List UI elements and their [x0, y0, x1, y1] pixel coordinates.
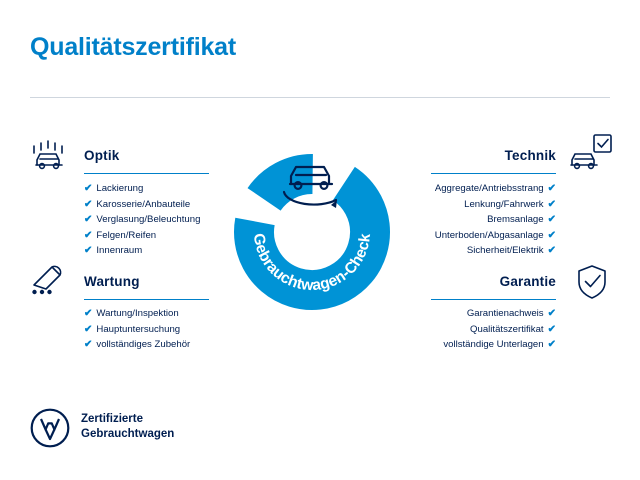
check-icon: ✔ [547, 323, 556, 335]
badge-360-check [232, 152, 392, 312]
list-item [84, 212, 244, 228]
section-divider-wartung [84, 299, 209, 300]
list-item-label: Karosserie/Anbauteile [96, 198, 191, 210]
check-icon: ✔ [84, 245, 93, 257]
list-item-label: Unterboden/Abgasanlage [434, 229, 544, 241]
page-title: Qualitätszertifikat [30, 33, 236, 61]
check-icon: ✔ [84, 308, 93, 319]
list-item [84, 181, 244, 197]
check-icon: ✔ [547, 214, 556, 226]
shield-check-icon [572, 262, 612, 302]
footer-brand-text [81, 412, 174, 442]
list-item [84, 306, 254, 322]
check-icon: ✔ [84, 214, 93, 226]
list-item [356, 337, 556, 353]
check-icon: ✔ [547, 229, 556, 241]
section-heading-wartung: Wartung [84, 274, 140, 289]
check-icon: ✔ [84, 229, 93, 241]
list-item-label: Hauptuntersuchung [96, 323, 181, 335]
check-icon: ✔ [84, 183, 93, 194]
section-list-garantie [356, 306, 556, 353]
list-item-label: Qualitätszertifikat [470, 323, 544, 335]
check-icon: ✔ [547, 308, 556, 319]
list-item [84, 197, 244, 213]
list-item-label: Verglasung/Beleuchtung [96, 214, 201, 226]
footer-line-1: Zertifizierte [81, 413, 143, 425]
section-divider-optik [84, 173, 209, 174]
list-item [84, 337, 254, 353]
check-icon: ✔ [547, 339, 556, 351]
list-item [84, 322, 254, 338]
list-item-label: Felgen/Reifen [96, 229, 157, 241]
section-divider-technik [431, 173, 556, 174]
list-item-label: Sicherheit/Elektrik [466, 245, 544, 257]
list-item [84, 243, 244, 259]
vw-logo-icon [30, 408, 70, 448]
list-item-label: Aggregate/Antriebsstrang [434, 183, 544, 194]
section-divider-garantie [431, 299, 556, 300]
footer-line-2: Gebrauchtwagen [81, 428, 175, 440]
check-icon: ✔ [84, 198, 93, 210]
car-checklist-icon [568, 133, 614, 171]
list-item [356, 322, 556, 338]
title-divider [30, 97, 610, 98]
list-item-label: Innenraum [96, 245, 143, 257]
check-icon: ✔ [547, 198, 556, 210]
list-item-label: Lackierung [96, 183, 144, 194]
section-heading-technik: Technik [504, 148, 556, 163]
check-icon: ✔ [547, 245, 556, 257]
badge-arc-text: Gebrauchtwagen-Check [249, 232, 375, 295]
check-icon: ✔ [84, 323, 93, 335]
badge-degrees: 360° [278, 210, 346, 245]
list-item [84, 228, 244, 244]
section-heading-optik: Optik [84, 148, 120, 163]
section-list-optik [84, 181, 244, 259]
list-item-label: Garantienachweis [466, 308, 544, 319]
section-heading-garantie: Garantie [499, 274, 556, 289]
list-item-label: Wartung/Inspektion [96, 308, 179, 319]
list-item-label: Lenkung/Fahrwerk [464, 198, 544, 210]
check-icon: ✔ [547, 183, 556, 194]
section-list-wartung [84, 306, 254, 353]
list-item-label: vollständiges Zubehör [96, 339, 191, 351]
list-item-label: vollständige Unterlagen [443, 339, 544, 351]
check-icon: ✔ [84, 339, 93, 351]
list-item-label: Bremsanlage [487, 214, 544, 226]
